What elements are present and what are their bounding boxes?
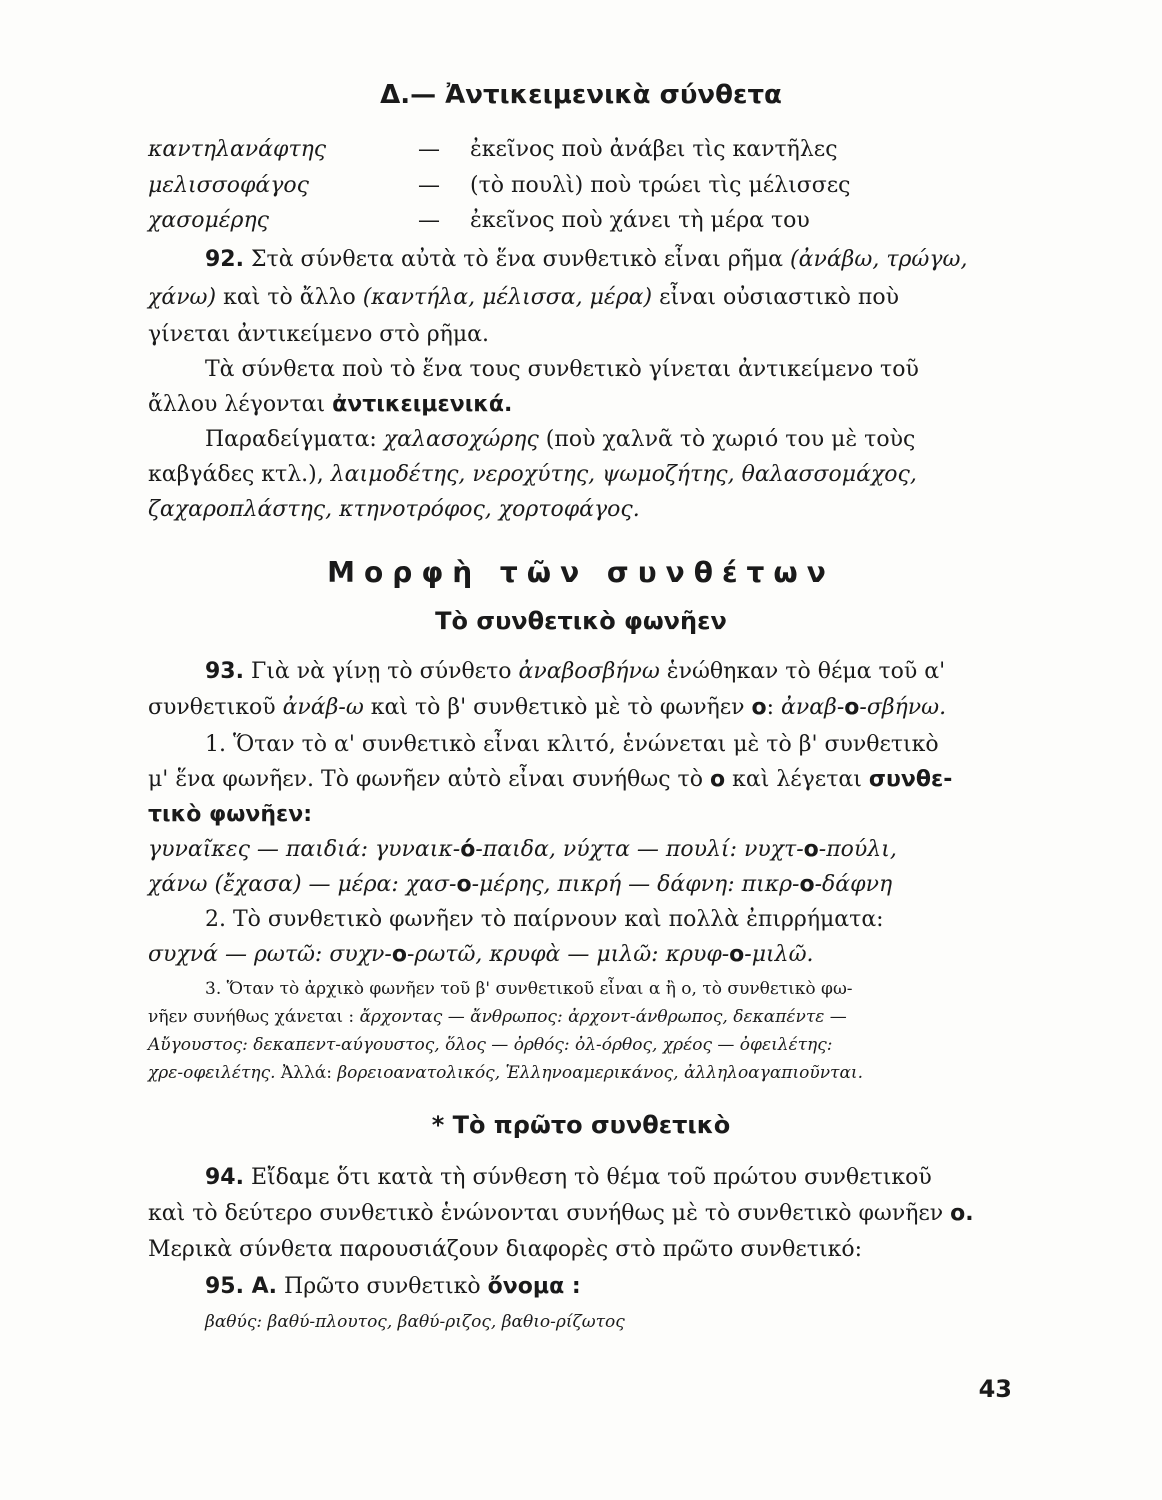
p93-italic: -σβήνω. <box>859 695 947 720</box>
p93-bold-o: ο <box>803 837 819 862</box>
p93-bold-o: ο <box>729 942 745 967</box>
p93-note-1: 3. Ὅταν τὸ ἀρχικὸ φωνῆεν τοῦ β' συνθετικοῦ εἶναι α ἢ ο, τὸ συνθετικὸ φω- <box>205 979 853 999</box>
p92-line-1 <box>205 245 967 275</box>
p92-text: Στὰ σύνθετα αὐτὰ τὸ ἕνα συνθετικὸ εἶναι ρῆμα <box>243 247 790 272</box>
p92-italic: (καντήλα, μέλισσα, μέρα) <box>362 285 653 310</box>
p92-line-6 <box>205 425 915 455</box>
p93-italic: ἀνάβ-ω <box>282 695 364 720</box>
p93-text: καὶ λέγεται <box>725 767 869 792</box>
p93-italic: -μιλῶ. <box>744 942 814 967</box>
p93-bold-o: ο <box>799 872 815 897</box>
p92-text: (ποὺ χαλνᾶ τὸ χωριό του μὲ τοὺς <box>538 427 916 452</box>
p92-line-3: γίνεται ἀντικείμενο στὸ ρῆμα. <box>148 322 489 347</box>
p92-line-2 <box>148 283 899 313</box>
heading-proto: * Τὸ πρῶτο συνθετικὸ <box>431 1111 731 1139</box>
p94-number: 94. <box>205 1165 244 1190</box>
p93-line-8: 2. Τὸ συνθετικὸ φωνῆεν τὸ παίρνουν καὶ πολλὰ ἐπιρρήματα: <box>205 907 884 932</box>
term-synthetiko: συνθε- <box>868 767 953 792</box>
p94-text: καὶ τὸ δεύτερο συνθετικὸ ἑνώνονται συνήθως μὲ τὸ συνθετικὸ φωνῆεν <box>148 1201 951 1226</box>
example-meaning-1: ἐκεῖνος ποὺ ἀνάβει τὶς καντῆλες <box>470 137 838 162</box>
p94-bold-o: ο. <box>950 1201 974 1226</box>
p92-text: εἶναι οὐσιαστικὸ ποὺ <box>652 285 899 310</box>
p92-line-8: ζαχαροπλάστης, κτηνοτρόφος, χορτοφάγος. <box>148 497 640 522</box>
section-d-heading: Δ.— Ἀντικειμενικὰ σύνθετα <box>380 80 782 110</box>
example-word-1: καντηλανάφτης <box>148 137 327 162</box>
heading-fonien: Τὸ συνθετικὸ φωνῆεν <box>435 607 727 635</box>
page-number: 43 <box>978 1375 1012 1403</box>
p93-italic: -μέρης, πικρή — δάφνη: πικρ- <box>471 872 800 897</box>
p92-text: καβγάδες κτλ.), <box>148 462 331 487</box>
heading-morphi: Μορφὴ τῶν συνθέτων <box>327 556 835 589</box>
p93-text: Γιὰ νὰ γίνῃ τὸ σύνθετο <box>243 659 519 684</box>
term-antikeimenika: ἀντικειμενικά. <box>332 392 513 417</box>
p95-line-1 <box>205 1272 581 1302</box>
p92-text: καὶ τὸ ἄλλο <box>216 285 363 310</box>
p92-italic: λαιμοδέτης, νεροχύτης, ψωμοζήτης, θαλασσομάχος, <box>330 462 917 487</box>
p92-line-5 <box>148 390 512 420</box>
p93-text: μ' ἕνα φωνῆεν. Τὸ φωνῆεν αὐτὸ εἶναι συνήθως τὸ <box>148 767 710 792</box>
p95-line-2: βαθύς: βαθύ-πλουτος, βαθύ-ριζος, βαθιο-ρίζωτος <box>205 1312 625 1332</box>
example-dash-3: — <box>418 208 440 233</box>
p92-line-4: Τὰ σύνθετα ποὺ τὸ ἕνα τους συνθετικὸ γίνεται ἀντικείμενο τοῦ <box>205 357 919 382</box>
p93-text: καὶ τὸ β' συνθετικὸ μὲ τὸ φωνῆεν <box>363 695 752 720</box>
p93-note-text: νῆεν συνήθως χάνεται : <box>148 1007 360 1027</box>
p94-text: Εἴδαμε ὅτι κατὰ τὴ σύνθεση τὸ θέμα τοῦ πρώτου συνθετικοῦ <box>243 1165 932 1190</box>
p93-bold-o: ο <box>456 872 472 897</box>
p93-line-4 <box>148 765 952 795</box>
example-dash-2: — <box>418 173 440 198</box>
p95-text: Πρῶτο συνθετικὸ <box>277 1274 488 1299</box>
p93-text: συνθετικοῦ <box>148 695 283 720</box>
p93-line-9 <box>148 940 814 970</box>
p93-line-5: τικὸ φωνῆεν: <box>148 802 313 827</box>
example-word-3: χασομέρης <box>148 208 269 233</box>
p92-text: Παραδείγματα: <box>205 427 384 452</box>
p93-text: : <box>766 695 782 720</box>
p93-number: 93. <box>205 659 244 684</box>
p92-italic: χάνω) <box>148 285 217 310</box>
p93-note-italic: χρε-οφειλέτης. <box>148 1063 276 1083</box>
p93-italic: χάνω (ἔχασα) — μέρα: χασ- <box>148 872 457 897</box>
p93-note-text: Ἀλλά: <box>275 1063 338 1083</box>
p93-line-1 <box>205 657 945 687</box>
p94-line-3: Μερικὰ σύνθετα παρουσιάζουν διαφορὲς στὸ πρῶτο συνθετικό: <box>148 1237 863 1262</box>
p93-note-italic: ἄρχοντας — ἄνθρωπος: ἀρχοντ-άνθρωπος, δεκαπέντε — <box>359 1007 847 1027</box>
example-meaning-3: ἐκεῖνος ποὺ χάνει τὴ μέρα του <box>470 208 810 233</box>
p93-line-7 <box>148 870 892 900</box>
example-dash-1: — <box>418 137 440 162</box>
p93-italic: συχνά — ρωτῶ: συχν- <box>148 942 392 967</box>
p92-number: 92. <box>205 247 244 272</box>
p93-italic: -παιδα, νύχτα — πουλί: νυχτ- <box>475 837 804 862</box>
p93-bold-o: ο <box>391 942 407 967</box>
p92-text: ἄλλου λέγονται <box>148 392 333 417</box>
p93-bold-o: ό <box>460 837 476 862</box>
p93-line-2 <box>148 693 946 723</box>
term-onoma: ὄνομα <box>487 1274 565 1299</box>
p93-note-italic: βορειοανατολικός, Ἑλληνοαμερικάνος, ἀλληλοαγαπιοῦνται. <box>337 1063 863 1083</box>
example-word-2: μελισσοφάγος <box>148 173 309 198</box>
p93-note-3: Αὔγουστος: δεκαπεντ-αύγουστος, ὅλος — ὀρθός: ὀλ-όρθος, χρέος — ὀφειλέτης: <box>148 1035 833 1055</box>
p93-text: ἑνώθηκαν τὸ θέμα τοῦ α' <box>659 659 946 684</box>
p93-italic: ἀναβοσβήνω <box>518 659 660 684</box>
p93-line-3: 1. Ὅταν τὸ α' συνθετικὸ εἶναι κλιτό, ἑνώνεται μὲ τὸ β' συνθετικὸ <box>205 732 939 757</box>
example-meaning-2: (τὸ πουλὶ) ποὺ τρώει τὶς μέλισσες <box>470 173 851 198</box>
p93-bold-o: ο <box>709 767 726 792</box>
p93-italic: -ρωτῶ, κρυφὰ — μιλῶ: κρυφ- <box>406 942 730 967</box>
p93-note-4 <box>148 1061 863 1085</box>
p93-line-6 <box>148 835 897 865</box>
p92-italic: χαλασοχώρης <box>383 427 539 452</box>
p93-italic: γυναῖκες — παιδιά: γυναικ- <box>148 837 461 862</box>
p92-line-7 <box>148 460 917 490</box>
p94-line-1 <box>205 1163 932 1193</box>
p93-italic: -πούλι, <box>818 837 897 862</box>
p93-note-2 <box>148 1005 847 1029</box>
p94-line-2 <box>148 1199 974 1229</box>
p93-italic: -δάφνη <box>814 872 893 897</box>
p93-italic: ἀναβ- <box>781 695 845 720</box>
p93-bold-o: ο <box>751 695 767 720</box>
p95-colon: : <box>564 1274 581 1299</box>
p95-number: 95. Α. <box>205 1274 278 1299</box>
p93-bold-o: ο <box>844 695 860 720</box>
p92-italic: (ἀνάβω, τρώγω, <box>790 247 968 272</box>
